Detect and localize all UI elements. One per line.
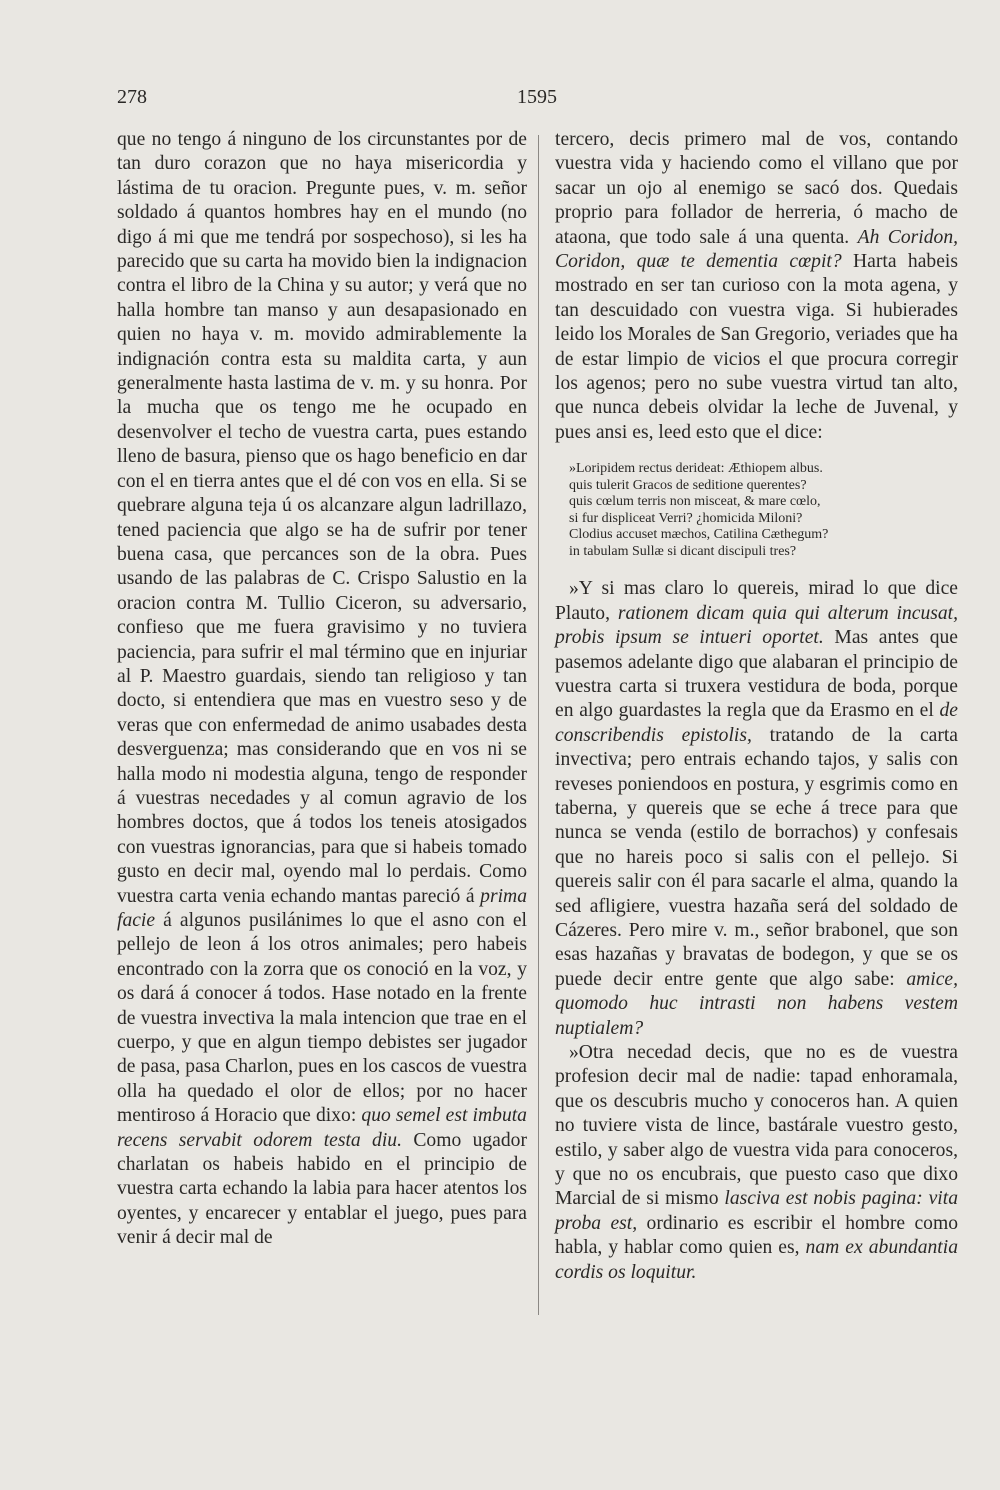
verse-line: si fur displiceat Verri? ¿homicida Miloni? [569, 510, 803, 526]
left-italic-horace: quo semel est imbuta recens servabit odorem testa diu. [117, 1105, 527, 1151]
right-paragraph-1 [555, 128, 958, 445]
right-p2-italic-2: de conscribendis epistolis, [555, 700, 958, 746]
right-p2-italic-3: amice, quomodo huc intrasti non habens vestem nuptialem? [555, 968, 958, 1039]
right-p1-text-2: Harta habeis mostrado en ser tan curioso con la mota agena, y tan descuidado con vuestra viga. Si hubierades leido los Morales de San Gregorio, veriades que ha de estar limpio de vicios el que procura corregir los agenos; pero no sube vuestra virtud tan alto, que nunca debeis olvidar la leche de Juvenal, y pues ansi es, leed esto que el dice: [555, 251, 958, 443]
page-year: 1595 [517, 86, 557, 108]
right-p1-italic: Ah Coridon, Coridon, quæ te dementia cœpit? [555, 226, 959, 273]
right-p3-italic-2: nam ex abundantia cordis os loquitur. [555, 1237, 958, 1283]
left-paragraph [117, 128, 527, 1251]
right-paragraph-2 [555, 577, 958, 1041]
left-italic-latin: prima facie [117, 885, 527, 931]
left-text: que no tengo á ninguno de los circunstantes por de tan duro corazon que no haya misericordia y lástima de tu oracion. Pregunte pues, v. m. señor soldado á quantos hombres hay en el mundo (no digo á mi que me tendrá por sospechoso), si les ha parecido que su carta ha movido bien la indignacion contra el libro de la China y su autor; y verá que no halla hombre tan manso y aun desapasionado en quien no haya v. m. movido admirablemente la indignación contra esta su maldita carta, y aun generalmente hasta lastima de v. m. y su honra. Por la mucha que os tengo me he ocupado en desenvolver el techo de vuestra carta, pues estando lleno de basura, pienso que os hago beneficio en dar con el en tierra antes que el dé con vos en ella. Si se quebrare alguna teja ú os alcanzare algun ladrillazo, tened paciencia que algo se ha de sufrir por tener buena casa, que percances son de la obra. Pues usando de las palabras de C. Crispo Salustio en la oracion contra M. Tullio Ciceron, su adversario, confieso que me fuera gravisimo y no tuviera paciencia, para sufrir el mal término que en injuriar al P. Maestro guardais, siendo tan religioso y tan docto, si entendiera que mas en vuestro seso y de veras que con enfermedad de animo usabades desta desverguenza; mas considerando que en vos ni se halla modo ni modestia alguna, tengo de responder á vuestras necedades y al comun agravio de los hombres doctos, que á todos los teneis atosigados con vuestras ignorancias, para que si habeis tomado gusto en decir mal, oyendo mal lo perdais. Como vuestra carta venia echando mantas pareció á [117, 129, 527, 907]
page-number: 278 [117, 86, 147, 108]
right-p3-italic: lasciva est nobis pagina: vita proba est, [555, 1188, 958, 1234]
right-p2-text-3: tratando de la carta invectiva; pero entrais echando tajos, y salis con reveses poniendoos en postura, y esgrimis como en taberna, y quereis que se eche á trece para que nunca se venda (estilo de borrachos) y confesais que no hareis poco si salis con el pellejo. Si quereis salir con él para sacarle el alma, quando la sed afligiere, vuestra hazaña será del soldado de Cázeres. Pero mire v. m., señor brabonel, que son esas hazañas y bravatas de bodegon, y que se os puede decir entre gente que algo sabe: [555, 724, 959, 990]
page-header [117, 86, 960, 110]
verse-quotation [569, 461, 958, 560]
verse-line: quis cœlum terris non misceat, & mare cœlo, [569, 494, 821, 510]
verse-line: Clodius accuset mæchos, Catilina Cæthegum? [569, 527, 829, 543]
verse-line: quis tulerit Gracos de seditione querentes? [569, 477, 807, 493]
verse-line: »Loripidem rectus derideat: Æthiopem albus. [569, 461, 823, 477]
left-text-3: Como ugador charlatan os habeis habido en el principio de vuestra carta echando la labia para hacer atentos los oyentes, y encarecer y entablar el juego, pues para venir á decir mal de [117, 1129, 527, 1249]
verse-line: in tabulam Sullæ si dicant discipuli tres? [569, 543, 797, 559]
right-p3-text: »Otra necedad decis, que no es de vuestra profesion decir mal de nadie: tapad enhoramala, que os descubris mucho y conoceros han. A quien no tuviere vista de lince, bastárale vuestro gesto, estilo, y saber algo de vuestra vida para conoceros, y que no os encubrais, que puesto caso que dixo Marcial de si mismo [555, 1042, 958, 1210]
right-p2-text-2: Mas antes que pasemos adelante digo que alabaran el principio de vuestra carta si truxera vestidura de boda, porque en algo guardastes la regla que da Erasmo en el [555, 627, 958, 722]
left-text-2: á algunos pusilánimes lo que el asno con el pellejo de leon á los otros animales; pero habeis encontrado con la zorra que os conoció en la voz, y os dará á conocer á todos. Hase notado en la frente de vuestra invectiva la mala intencion que trae en el cuerpo, y que en algun tiempo debistes ser jugador de pasa, pasa Charlon, pues en los cascos de vuestra olla ha quedado el olor de ellos; por no hacer mentiroso á Horacio que dixo: [117, 910, 527, 1127]
right-p2-italic: rationem dicam quia qui alterum incusat, probis ipsum se intueri oportet. [555, 602, 959, 649]
column-divider [538, 135, 539, 1315]
left-column [117, 128, 527, 1251]
right-p3-text-2: ordinario es escribir el hombre como habla, y hablar como quien es, [555, 1212, 958, 1259]
right-column [555, 128, 958, 1285]
right-p2-text: »Y si mas claro lo quereis, mirad lo que dice Plauto, [555, 578, 958, 624]
right-paragraph-3 [555, 1041, 958, 1285]
right-p1-text: tercero, decis primero mal de vos, contando vuestra vida y haciendo como el villano que por sacar un ojo al enemigo se sacó dos. Quedais proprio para follador de herreria, ó macho de ataona, que todo sale á una quenta. [555, 129, 958, 248]
